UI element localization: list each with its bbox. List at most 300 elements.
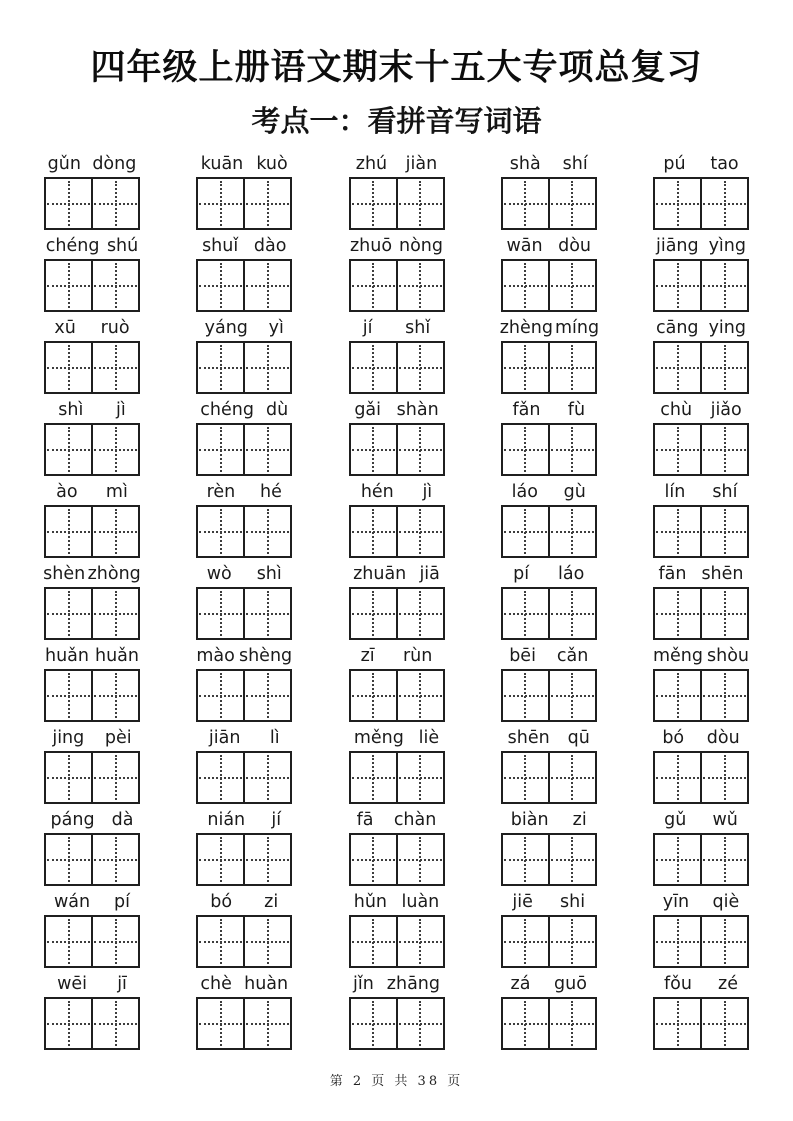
pinyin-label (499, 727, 599, 750)
character-writing-cell (198, 835, 243, 884)
writing-box-pair (349, 505, 445, 558)
pinyin-syllable-1: gǔn (47, 154, 81, 174)
pinyin-syllable-2: rùn (402, 646, 433, 666)
character-writing-cell (396, 179, 443, 228)
pinyin-syllable-1: shì (58, 400, 84, 420)
pinyin-syllable-1: yīn (662, 892, 690, 912)
writing-box-pair (653, 259, 749, 312)
character-writing-cell (655, 835, 700, 884)
pinyin-syllable-2: láo (558, 564, 585, 584)
word-item (42, 235, 142, 312)
character-writing-cell (396, 835, 443, 884)
writing-box-pair (196, 505, 292, 558)
pinyin-label (194, 317, 294, 340)
pinyin-label (347, 399, 447, 422)
writing-box-pair (44, 833, 140, 886)
pinyin-syllable-2: nòng (399, 236, 443, 256)
pinyin-syllable-1: shēn (507, 728, 550, 748)
character-writing-cell (548, 507, 595, 556)
word-item (499, 973, 599, 1050)
pinyin-label (651, 727, 751, 750)
pinyin-label (651, 563, 751, 586)
writing-box-pair (653, 915, 749, 968)
pinyin-syllable-2: gù (563, 482, 586, 502)
pinyin-syllable-1: jiān (208, 728, 241, 748)
pinyin-syllable-1: zhuān (353, 564, 407, 584)
word-item (499, 727, 599, 804)
character-writing-cell (396, 507, 443, 556)
pinyin-syllable-1: páng (50, 810, 95, 830)
writing-box-pair (196, 177, 292, 230)
pinyin-syllable-1: nián (207, 810, 246, 830)
pinyin-syllable-1: chéng (45, 236, 100, 256)
pinyin-label (347, 235, 447, 258)
writing-box-pair (653, 341, 749, 394)
pinyin-label (651, 973, 751, 996)
word-item (347, 317, 447, 394)
character-writing-cell (198, 917, 243, 966)
pinyin-syllable-1: wò (206, 564, 232, 584)
word-item (499, 153, 599, 230)
writing-box-pair (196, 915, 292, 968)
word-item (651, 973, 751, 1050)
writing-box-pair (501, 423, 597, 476)
pinyin-syllable-2: shí (712, 482, 738, 502)
word-item (651, 235, 751, 312)
character-writing-cell (351, 917, 396, 966)
word-item (347, 891, 447, 968)
pinyin-syllable-2: dù (266, 400, 289, 420)
character-writing-cell (396, 671, 443, 720)
character-writing-cell (46, 507, 91, 556)
word-row (42, 399, 751, 476)
character-writing-cell (548, 179, 595, 228)
word-item (499, 481, 599, 558)
pinyin-syllable-1: jiāng (655, 236, 699, 256)
pinyin-syllable-2: huàn (244, 974, 289, 994)
writing-box-pair (501, 177, 597, 230)
character-writing-cell (243, 917, 290, 966)
pinyin-syllable-2: pèi (104, 728, 132, 748)
character-writing-cell (198, 507, 243, 556)
pinyin-label (499, 809, 599, 832)
pinyin-label (651, 891, 751, 914)
pinyin-syllable-2: dòu (558, 236, 592, 256)
pinyin-label (42, 809, 142, 832)
pinyin-label (42, 727, 142, 750)
character-writing-cell (46, 425, 91, 474)
pinyin-syllable-2: ying (708, 318, 746, 338)
writing-box-pair (44, 423, 140, 476)
pinyin-syllable-1: jiē (512, 892, 533, 912)
writing-box-pair (349, 833, 445, 886)
writing-box-pair (349, 751, 445, 804)
pinyin-syllable-2: jī (117, 974, 127, 994)
word-item (347, 481, 447, 558)
pinyin-syllable-1: chù (660, 400, 693, 420)
pinyin-syllable-1: pú (663, 154, 686, 174)
writing-box-pair (653, 997, 749, 1050)
character-writing-cell (198, 999, 243, 1048)
word-item (347, 809, 447, 886)
pinyin-label (651, 809, 751, 832)
pinyin-syllable-1: hén (360, 482, 394, 502)
writing-box-pair (349, 177, 445, 230)
character-writing-cell (351, 507, 396, 556)
word-item (651, 153, 751, 230)
pinyin-label (347, 481, 447, 504)
pinyin-label (347, 809, 447, 832)
character-writing-cell (243, 179, 290, 228)
pinyin-syllable-1: wān (506, 236, 543, 256)
character-writing-cell (351, 671, 396, 720)
word-item (651, 645, 751, 722)
pinyin-syllable-1: shèn (43, 564, 86, 584)
pinyin-label (194, 727, 294, 750)
word-item (347, 399, 447, 476)
writing-box-pair (653, 423, 749, 476)
word-item (194, 481, 294, 558)
word-row (42, 727, 751, 804)
writing-box-pair (349, 341, 445, 394)
pinyin-syllable-2: kuò (256, 154, 288, 174)
character-writing-cell (243, 507, 290, 556)
pinyin-syllable-1: huǎn (45, 646, 89, 666)
pinyin-syllable-1: wēi (57, 974, 88, 994)
pinyin-syllable-1: xū (54, 318, 76, 338)
pinyin-syllable-2: dòng (92, 154, 137, 174)
pinyin-syllable-2: ruò (100, 318, 130, 338)
character-writing-cell (503, 753, 548, 802)
page-footer: 第 2 页 共 38 页 (329, 1074, 464, 1089)
pinyin-syllable-2: shi (560, 892, 586, 912)
writing-box-pair (44, 259, 140, 312)
pinyin-label (499, 153, 599, 176)
pinyin-label (194, 399, 294, 422)
pinyin-syllable-1: láo (511, 482, 538, 502)
word-item (194, 153, 294, 230)
pinyin-label (499, 399, 599, 422)
pinyin-syllable-1: fān (658, 564, 687, 584)
pinyin-syllable-2: míng (555, 318, 600, 338)
pinyin-label (194, 645, 294, 668)
character-writing-cell (655, 753, 700, 802)
word-item (42, 153, 142, 230)
word-item (651, 399, 751, 476)
character-writing-cell (46, 917, 91, 966)
pinyin-syllable-1: měng (652, 646, 703, 666)
character-writing-cell (700, 999, 747, 1048)
pinyin-label (499, 481, 599, 504)
pinyin-label (347, 317, 447, 340)
pinyin-syllable-1: shuǐ (202, 236, 239, 256)
pinyin-label (499, 563, 599, 586)
pinyin-label (42, 973, 142, 996)
writing-box-pair (653, 833, 749, 886)
pinyin-label (194, 235, 294, 258)
pinyin-syllable-2: dà (111, 810, 134, 830)
pinyin-syllable-2: guō (554, 974, 587, 994)
pinyin-syllable-1: zhuō (349, 236, 393, 256)
pinyin-label (651, 481, 751, 504)
pinyin-syllable-2: jì (115, 400, 126, 420)
pinyin-syllable-1: bēi (509, 646, 536, 666)
page-title: 四年级上册语文期末十五大专项总复习 (90, 48, 703, 88)
word-item (42, 973, 142, 1050)
writing-box-pair (196, 669, 292, 722)
pinyin-syllable-1: zhèng (499, 318, 553, 338)
writing-box-pair (44, 997, 140, 1050)
pinyin-syllable-1: kuān (200, 154, 244, 174)
word-item (42, 727, 142, 804)
character-writing-cell (655, 507, 700, 556)
pinyin-label (347, 973, 447, 996)
character-writing-cell (91, 671, 138, 720)
writing-box-pair (653, 669, 749, 722)
word-item (194, 727, 294, 804)
character-writing-cell (243, 753, 290, 802)
character-writing-cell (503, 917, 548, 966)
character-writing-cell (503, 343, 548, 392)
character-writing-cell (91, 835, 138, 884)
pinyin-syllable-1: zá (510, 974, 531, 994)
word-row (42, 317, 751, 394)
pinyin-syllable-2: liè (418, 728, 440, 748)
word-item (499, 645, 599, 722)
pinyin-syllable-2: zhāng (386, 974, 440, 994)
word-item (194, 891, 294, 968)
character-writing-cell (243, 999, 290, 1048)
pinyin-syllable-2: zi (264, 892, 279, 912)
pinyin-label (194, 891, 294, 914)
word-item (42, 809, 142, 886)
character-writing-cell (46, 835, 91, 884)
word-row (42, 481, 751, 558)
word-item (651, 809, 751, 886)
pinyin-syllable-1: chéng (200, 400, 254, 420)
pinyin-syllable-2: huǎn (95, 646, 139, 666)
writing-box-pair (196, 751, 292, 804)
character-writing-cell (396, 999, 443, 1048)
pinyin-syllable-2: wǔ (712, 810, 738, 830)
character-writing-cell (655, 261, 700, 310)
character-writing-cell (655, 671, 700, 720)
word-item (499, 399, 599, 476)
pinyin-syllable-2: zhòng (87, 564, 141, 584)
pinyin-label (194, 809, 294, 832)
pinyin-label (347, 727, 447, 750)
pinyin-syllable-1: fā (356, 810, 374, 830)
writing-box-pair (196, 997, 292, 1050)
pinyin-syllable-1: zhú (355, 154, 388, 174)
writing-box-pair (653, 505, 749, 558)
pinyin-syllable-1: gǔ (664, 810, 687, 830)
character-writing-cell (396, 343, 443, 392)
writing-box-pair (349, 423, 445, 476)
character-writing-cell (655, 425, 700, 474)
character-writing-cell (243, 261, 290, 310)
pinyin-syllable-2: qū (567, 728, 590, 748)
pinyin-label (194, 481, 294, 504)
pinyin-syllable-1: wán (53, 892, 91, 912)
pinyin-syllable-2: shàn (396, 400, 439, 420)
character-writing-cell (198, 589, 243, 638)
word-item (651, 563, 751, 640)
word-item (42, 399, 142, 476)
character-writing-cell (548, 999, 595, 1048)
pinyin-syllable-1: chè (200, 974, 232, 994)
writing-box-pair (349, 915, 445, 968)
pinyin-syllable-2: shí (562, 154, 588, 174)
character-writing-cell (503, 179, 548, 228)
character-writing-cell (243, 425, 290, 474)
writing-box-pair (501, 997, 597, 1050)
writing-box-pair (501, 341, 597, 394)
word-item (499, 317, 599, 394)
pinyin-syllable-1: pí (513, 564, 530, 584)
character-writing-cell (548, 589, 595, 638)
character-writing-cell (548, 671, 595, 720)
character-writing-cell (91, 917, 138, 966)
pinyin-syllable-2: dào (253, 236, 287, 256)
pinyin-syllable-2: yìng (708, 236, 746, 256)
character-writing-cell (46, 671, 91, 720)
character-writing-cell (351, 425, 396, 474)
character-writing-cell (503, 999, 548, 1048)
pinyin-label (194, 973, 294, 996)
writing-box-pair (44, 669, 140, 722)
character-writing-cell (700, 261, 747, 310)
writing-box-pair (44, 587, 140, 640)
word-item (347, 973, 447, 1050)
pinyin-syllable-2: shēn (701, 564, 744, 584)
pinyin-label (42, 317, 142, 340)
pinyin-syllable-1: biàn (510, 810, 549, 830)
pinyin-label (499, 973, 599, 996)
word-item (347, 235, 447, 312)
word-item (499, 809, 599, 886)
pinyin-syllable-1: bó (210, 892, 233, 912)
pinyin-syllable-2: shì (256, 564, 282, 584)
word-item (194, 399, 294, 476)
character-writing-cell (91, 753, 138, 802)
word-item (194, 317, 294, 394)
writing-box-pair (349, 669, 445, 722)
pinyin-syllable-2: shǐ (405, 318, 431, 338)
word-row (42, 809, 751, 886)
character-writing-cell (548, 425, 595, 474)
word-item (42, 317, 142, 394)
pinyin-label (194, 563, 294, 586)
character-writing-cell (198, 671, 243, 720)
character-writing-cell (351, 999, 396, 1048)
word-item (499, 891, 599, 968)
character-writing-cell (243, 589, 290, 638)
character-writing-cell (700, 753, 747, 802)
character-writing-cell (46, 753, 91, 802)
character-writing-cell (655, 999, 700, 1048)
pinyin-syllable-2: jiàn (405, 154, 438, 174)
character-writing-cell (91, 589, 138, 638)
pinyin-syllable-2: shèng (238, 646, 293, 666)
character-writing-cell (351, 589, 396, 638)
character-writing-cell (198, 343, 243, 392)
pinyin-label (347, 153, 447, 176)
word-item (499, 235, 599, 312)
character-writing-cell (243, 343, 290, 392)
pinyin-label (651, 399, 751, 422)
writing-box-pair (196, 423, 292, 476)
pinyin-syllable-2: hé (260, 482, 282, 502)
word-item (194, 563, 294, 640)
character-writing-cell (503, 589, 548, 638)
pinyin-syllable-1: shà (509, 154, 541, 174)
word-row (42, 645, 751, 722)
character-writing-cell (655, 179, 700, 228)
pinyin-label (651, 645, 751, 668)
pinyin-word-grid (42, 153, 751, 1050)
writing-box-pair (349, 997, 445, 1050)
pinyin-syllable-1: jí (362, 318, 373, 338)
pinyin-syllable-1: yáng (204, 318, 248, 338)
writing-box-pair (501, 259, 597, 312)
pinyin-syllable-2: jiǎo (710, 400, 742, 420)
writing-box-pair (501, 833, 597, 886)
writing-box-pair (501, 669, 597, 722)
character-writing-cell (198, 753, 243, 802)
pinyin-syllable-2: dòu (706, 728, 740, 748)
word-item (347, 727, 447, 804)
character-writing-cell (700, 179, 747, 228)
word-item (194, 645, 294, 722)
pinyin-label (651, 153, 751, 176)
character-writing-cell (396, 917, 443, 966)
pinyin-label (347, 563, 447, 586)
pinyin-syllable-1: jǐn (352, 974, 374, 994)
writing-box-pair (196, 587, 292, 640)
writing-box-pair (196, 259, 292, 312)
character-writing-cell (198, 179, 243, 228)
character-writing-cell (243, 835, 290, 884)
character-writing-cell (351, 261, 396, 310)
character-writing-cell (198, 425, 243, 474)
character-writing-cell (548, 753, 595, 802)
word-item (651, 317, 751, 394)
character-writing-cell (243, 671, 290, 720)
writing-box-pair (501, 587, 597, 640)
pinyin-label (42, 645, 142, 668)
character-writing-cell (503, 507, 548, 556)
character-writing-cell (91, 343, 138, 392)
pinyin-syllable-2: qiè (712, 892, 740, 912)
character-writing-cell (396, 589, 443, 638)
character-writing-cell (655, 589, 700, 638)
character-writing-cell (700, 835, 747, 884)
character-writing-cell (351, 753, 396, 802)
character-writing-cell (700, 917, 747, 966)
pinyin-syllable-2: zé (718, 974, 738, 994)
pinyin-label (499, 891, 599, 914)
section-heading: 考点一：看拼音写词语 (251, 104, 542, 138)
word-item (347, 153, 447, 230)
writing-box-pair (196, 341, 292, 394)
character-writing-cell (700, 671, 747, 720)
pinyin-syllable-1: lín (664, 482, 686, 502)
word-item (651, 481, 751, 558)
word-item (194, 809, 294, 886)
character-writing-cell (655, 917, 700, 966)
word-item (651, 891, 751, 968)
